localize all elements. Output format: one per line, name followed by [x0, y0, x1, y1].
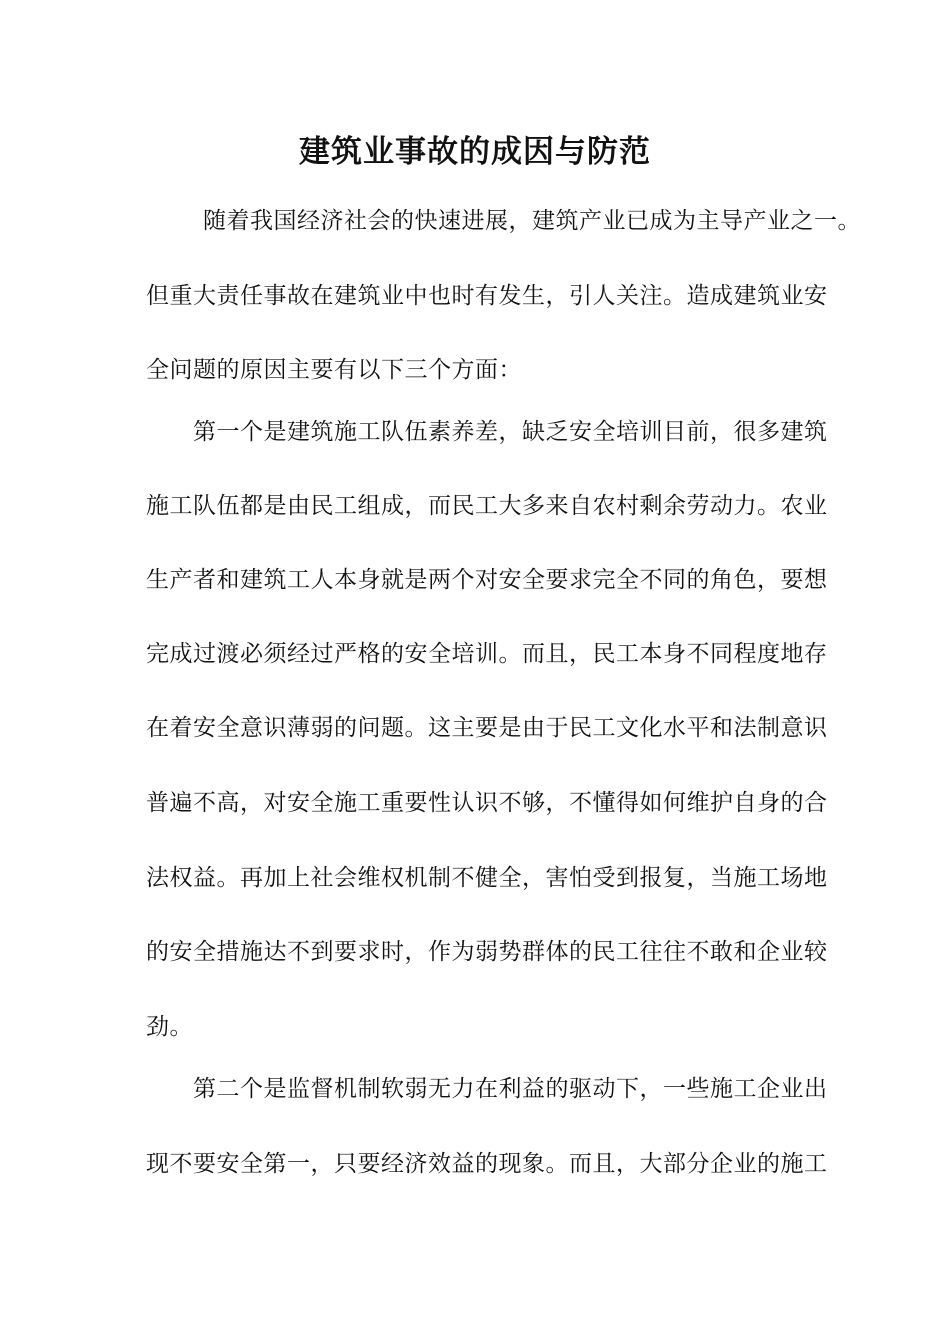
document-title: 建筑业事故的成因与防范 — [299, 134, 651, 170]
paragraph-2-line-7: 法权益。再加上社会维权机制不健全，害怕受到报复，当施工场地 — [146, 865, 828, 891]
paragraph-1-line-2: 但重大责任事故在建筑业中也时有发生，引人关注。造成建筑业安 — [146, 283, 828, 309]
paragraph-2-line-5: 在着安全意识薄弱的问题。这主要是由于民工文化水平和法制意识 — [146, 715, 828, 741]
paragraph-1-line-1: 随着我国经济社会的快速进展，建筑产业已成为主导产业之一。 — [203, 208, 861, 234]
paragraph-2-line-4: 完成过渡必须经过严格的安全培训。而且，民工本身不同程度地存 — [146, 641, 828, 667]
paragraph-1-line-3: 全问题的原因主要有以下三个方面： — [146, 357, 522, 383]
paragraph-2-line-3: 生产者和建筑工人本身就是两个对安全要求完全不同的角色，要想 — [146, 567, 828, 593]
paragraph-2-line-9: 劲。 — [146, 1014, 193, 1040]
paragraph-2-line-2: 施工队伍都是由民工组成，而民工大多来自农村剩余劳动力。农业 — [146, 493, 828, 519]
paragraph-3-line-1: 第二个是监督机制软弱无力在利益的驱动下，一些施工企业出 — [193, 1076, 828, 1102]
paragraph-2-line-8: 的安全措施达不到要求时，作为弱势群体的民工往往不敢和企业较 — [146, 939, 828, 965]
paragraph-3-line-2: 现不要安全第一，只要经济效益的现象。而且，大部分企业的施工 — [146, 1151, 828, 1177]
paragraph-2-line-1: 第一个是建筑施工队伍素养差，缺乏安全培训目前，很多建筑 — [193, 419, 828, 445]
paragraph-2-line-6: 普遍不高，对安全施工重要性认识不够，不懂得如何维护自身的合 — [146, 790, 828, 816]
